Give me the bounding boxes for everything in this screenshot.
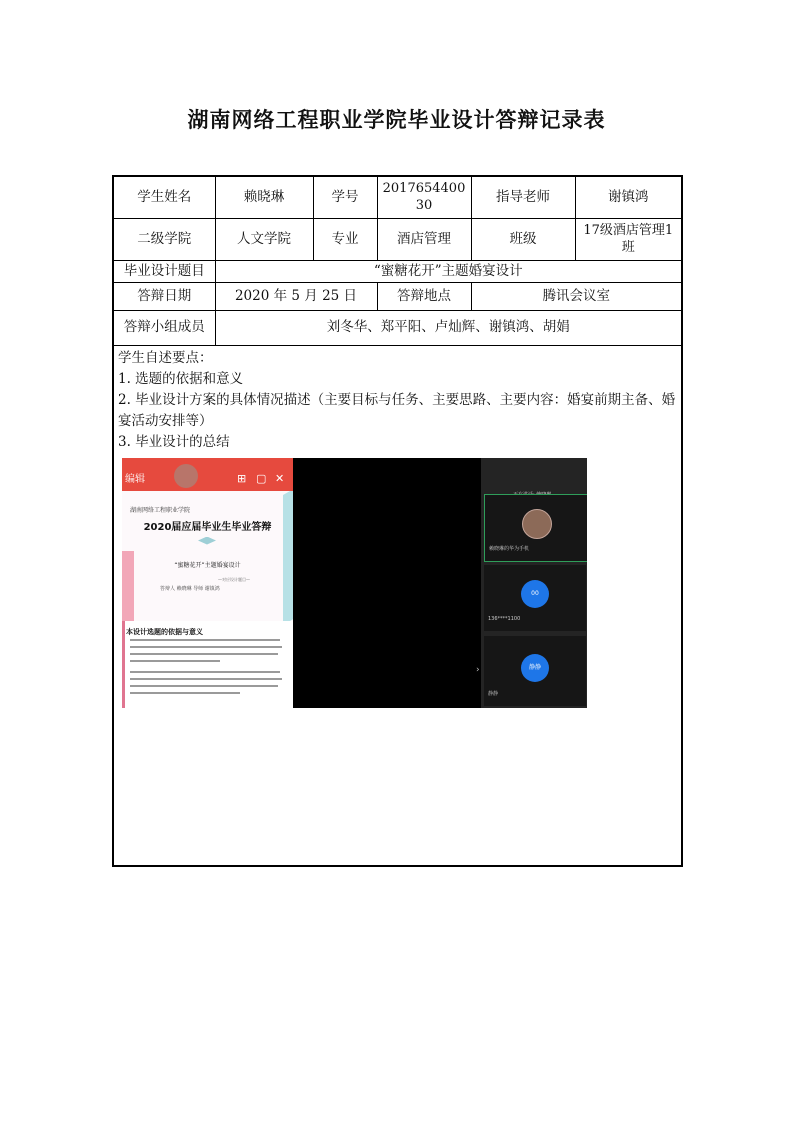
grid-icon[interactable]: ⊞ <box>237 471 247 485</box>
participant-name: 136****1100 <box>488 615 521 622</box>
participant-name: 静静 <box>488 690 499 697</box>
cover-school: 湖南网络工程职业学院 <box>130 506 191 514</box>
cover-small-text: —对应设计题目— <box>218 576 250 582</box>
participant-name: 赖晓琳的华为手机 <box>489 545 530 552</box>
participant-panel <box>481 458 587 708</box>
id-value: 201765440030 <box>377 176 471 218</box>
statement-point-1: 1. 选题的依据和意义 <box>118 370 244 387</box>
participant-avatar: 静静 <box>521 654 549 682</box>
text-line <box>130 639 280 641</box>
text-line <box>130 678 282 680</box>
graduation-cap-icon <box>198 537 216 547</box>
participant-avatar: 00 <box>521 580 549 608</box>
page-title: 湖南网络工程职业学院毕业设计答辩记录表 <box>187 108 606 132</box>
statement-cell <box>113 345 682 866</box>
chevron-right-icon[interactable]: › <box>476 664 480 675</box>
id-label: 学号 <box>313 176 377 218</box>
panel-label: 答辩小组成员 <box>113 310 215 345</box>
participant-tile[interactable] <box>484 565 586 631</box>
text-line <box>130 671 280 673</box>
document-body <box>122 621 293 708</box>
app-title: 编辑 <box>125 473 145 485</box>
major-label: 专业 <box>313 218 377 260</box>
cover-title: 2020届应届毕业生毕业答辩 <box>143 521 272 533</box>
decor-bar <box>122 621 125 708</box>
college-value: 人文学院 <box>215 218 313 260</box>
date-label: 答辩日期 <box>113 282 215 310</box>
place-value: 腾讯会议室 <box>471 282 682 310</box>
text-line <box>130 685 278 687</box>
participant-tile[interactable] <box>484 494 587 562</box>
college-label: 二级学院 <box>113 218 215 260</box>
date-value: 2020 年 5 月 25 日 <box>215 282 377 310</box>
shared-document <box>122 458 293 708</box>
name-label: 学生姓名 <box>113 176 215 218</box>
advisor-value: 谢镇鸿 <box>575 176 682 218</box>
participant-photo <box>522 509 552 539</box>
presenter-avatar <box>174 464 198 488</box>
window-icon[interactable]: ▢ <box>256 471 267 485</box>
close-icon[interactable]: ✕ <box>275 471 285 485</box>
class-value: 17级酒店管理1班 <box>575 218 682 260</box>
decor-stripe <box>283 491 293 621</box>
panel-value: 刘冬华、郑平阳、卢灿辉、谢镇鸿、胡娟 <box>215 310 682 345</box>
cover-slide <box>122 491 293 621</box>
text-line <box>130 646 282 648</box>
cover-names: 答辩人 赖晓琳 导师 谢镇鸿 <box>160 585 220 592</box>
meeting-screenshot <box>122 458 587 708</box>
text-line <box>130 692 240 694</box>
advisor-label: 指导老师 <box>471 176 575 218</box>
topic-label: 毕业设计题目 <box>113 260 215 282</box>
section-heading: 本设计选题的依据与意义 <box>126 627 203 636</box>
record-table <box>112 175 683 867</box>
name-value: 赖晓琳 <box>215 176 313 218</box>
major-value: 酒店管理 <box>377 218 471 260</box>
text-line <box>130 660 220 662</box>
text-line <box>130 653 278 655</box>
place-label: 答辩地点 <box>377 282 471 310</box>
topic-value: “蜜糖花开”主题婚宴设计 <box>215 260 682 282</box>
class-label: 班级 <box>471 218 575 260</box>
participant-tile[interactable] <box>484 636 586 706</box>
statement-point-3: 3. 毕业设计的总结 <box>118 433 230 450</box>
statement-point-2: 2. 毕业设计方案的具体情况描述（主要目标与任务、主要思路、主要内容：婚宴前期主备、婚宴活动安排等） <box>118 391 676 429</box>
cover-subtitle: “蜜糖花开”主题婚宴设计 <box>174 561 241 569</box>
document-header <box>122 458 293 491</box>
statement-heading: 学生自述要点： <box>118 349 213 366</box>
